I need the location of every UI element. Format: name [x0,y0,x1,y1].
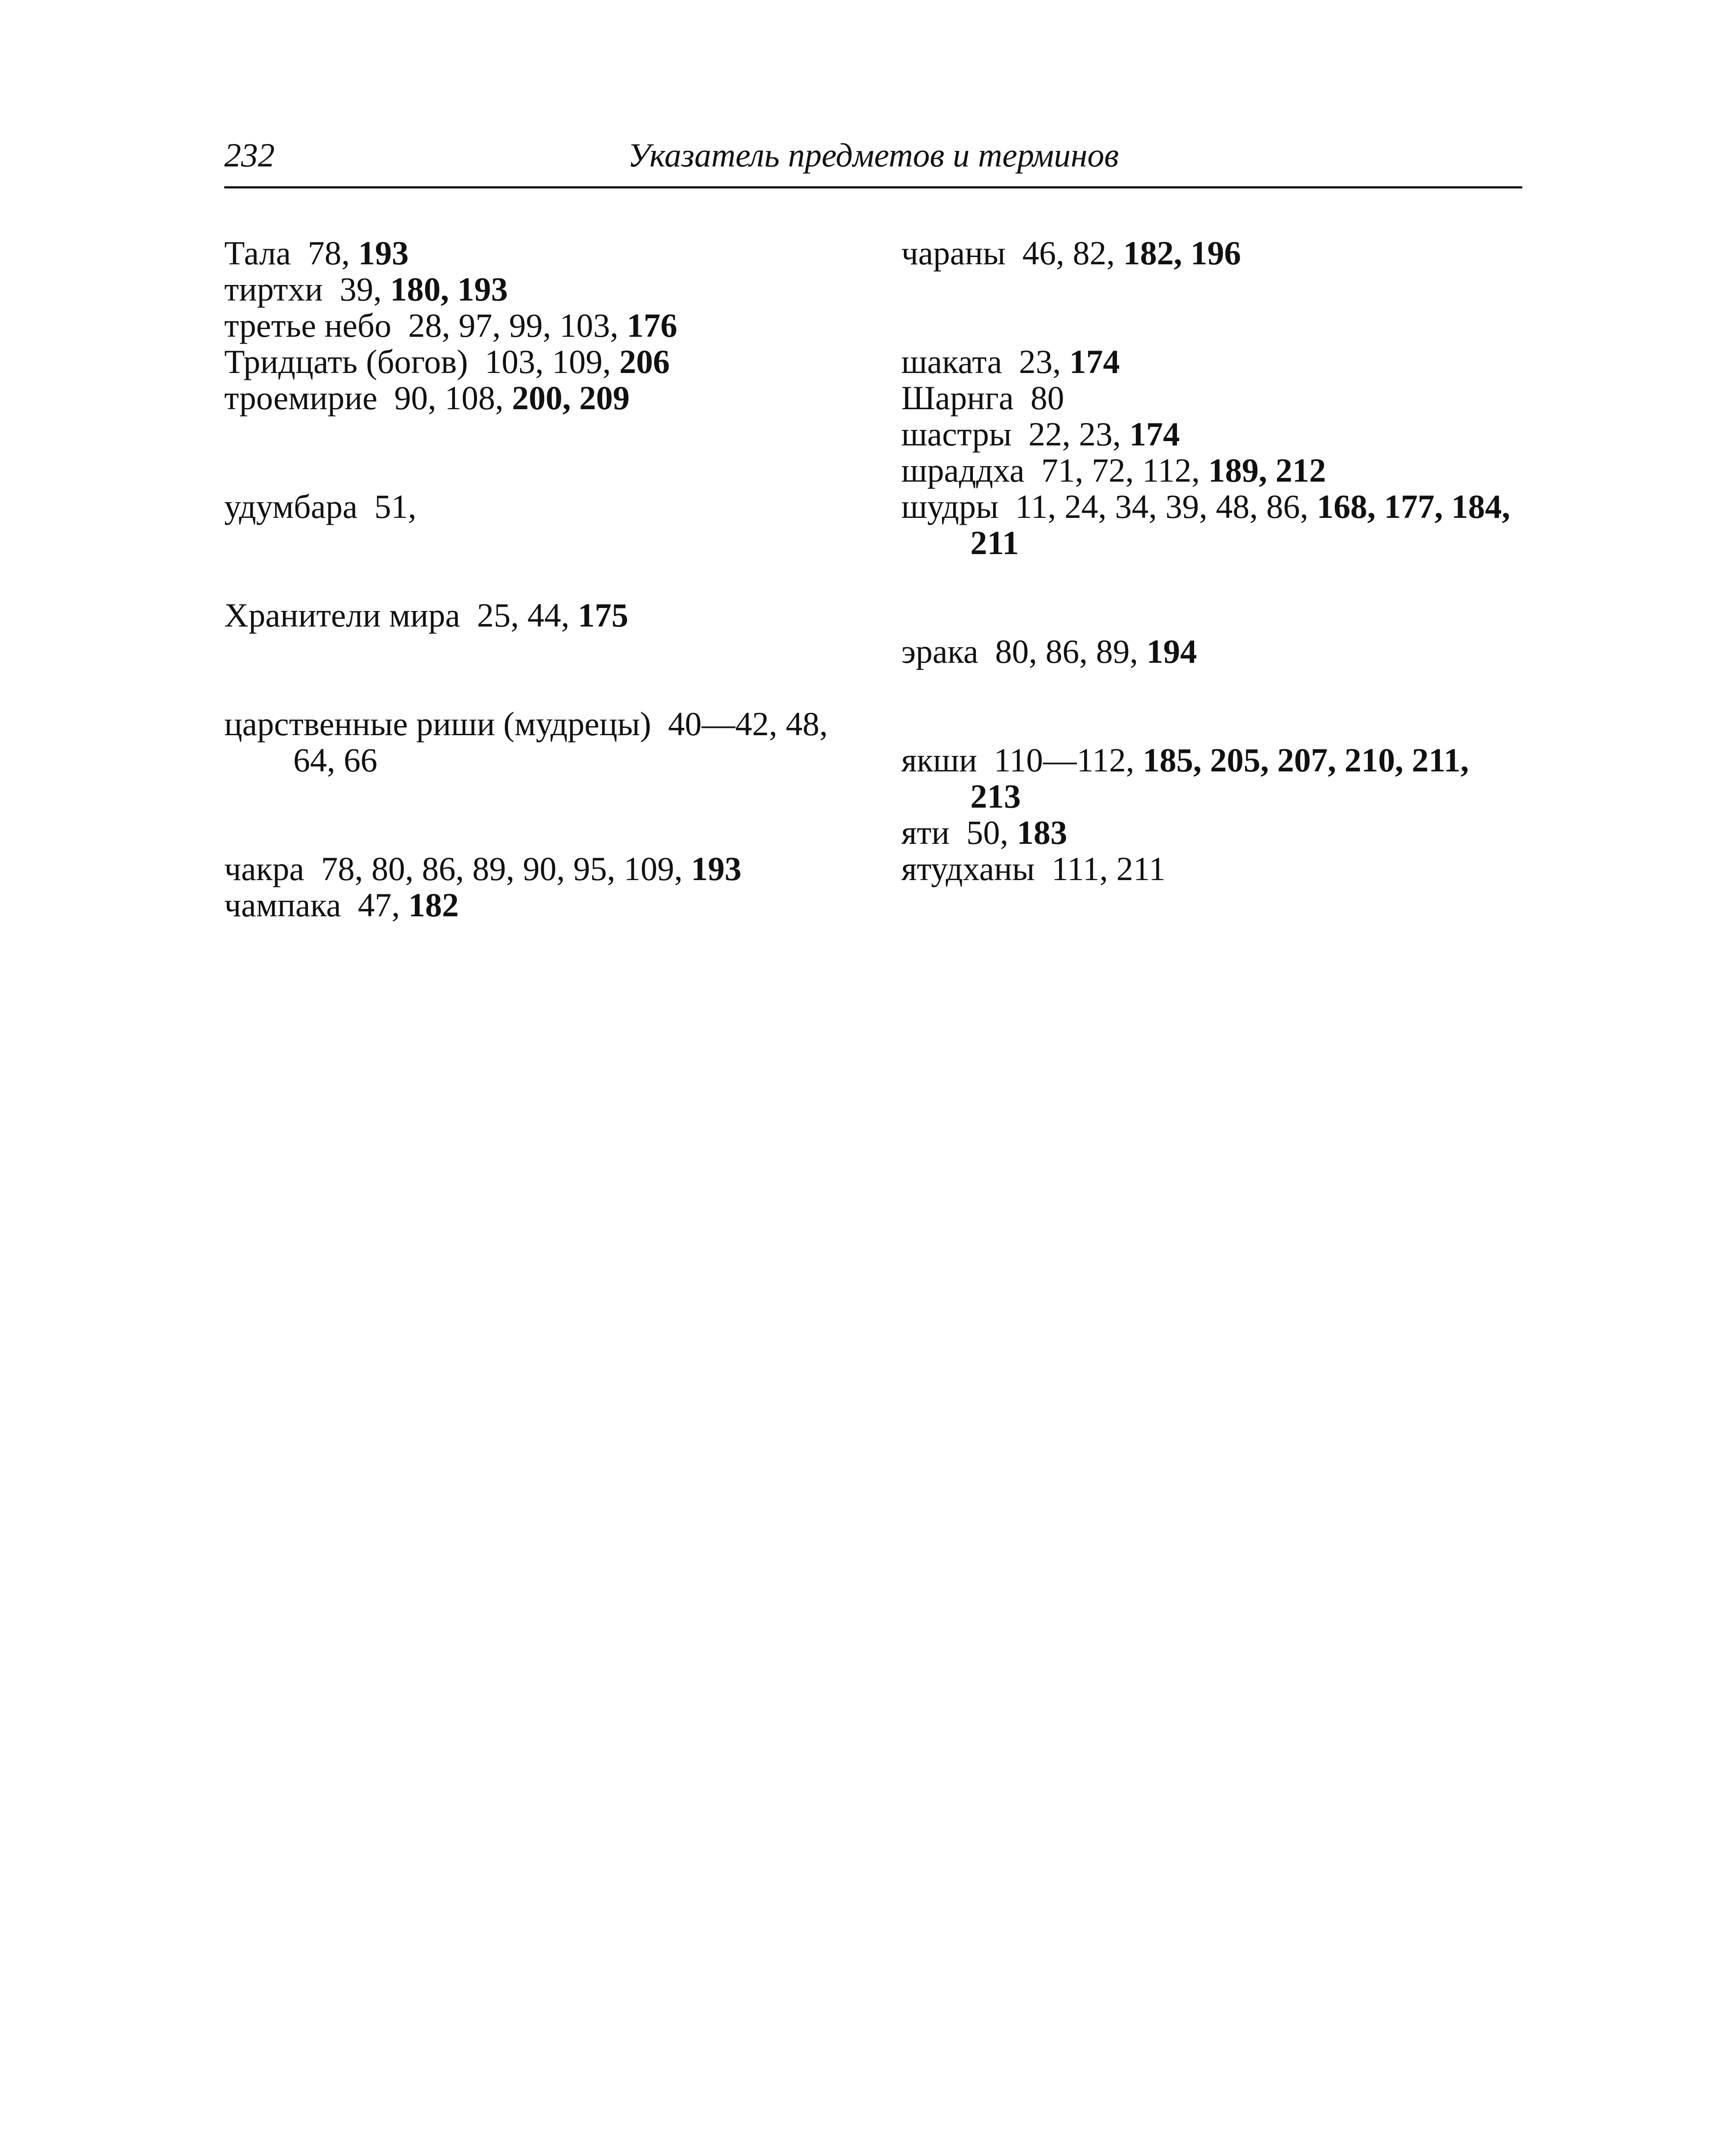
index-entry [224,489,867,525]
index-term: царственные риши (мудрецы) [224,705,651,743]
index-term: чампака [224,886,341,924]
page-header [224,129,1522,181]
entry-group-gap [224,633,867,706]
index-entry [224,706,867,778]
index-entry [224,344,867,380]
index-entry [901,489,1522,561]
index-entry [224,307,867,344]
index-term: чакра [224,850,304,887]
index-pages-bold: 174 [1129,415,1180,453]
index-pages: 22, 23, [1028,415,1121,453]
index-pages-bold: 174 [1069,343,1120,380]
entry-group-gap [901,561,1522,633]
index-pages: 40—42, 48, 64, 66 [293,705,828,779]
index-pages: 80 [1030,379,1064,417]
index-pages-bold: 194 [1146,633,1197,670]
index-pages: 25, 44, [477,596,570,634]
index-pages: 51, [374,488,417,525]
index-entry [901,344,1522,380]
index-term: ятудханы [901,850,1035,887]
index-entry [224,887,867,923]
index-entry [901,851,1522,887]
index-term: третье небо [224,307,392,344]
index-entry [224,851,867,887]
index-pages: 23, [1019,343,1061,380]
running-title: Указатель предметов и терминов [627,136,1119,174]
page-number: 232 [224,136,275,174]
index-column-right [901,235,1522,887]
entry-group-gap [224,778,867,851]
index-term: шастры [901,415,1012,453]
index-entry [224,597,867,633]
index-pages-bold: 185, 205, 207, 210, 211, 213 [970,741,1469,815]
header-rule [224,186,1522,188]
index-pages-bold: 189, 212 [1208,451,1326,489]
index-entry [901,380,1522,416]
index-term: удумбара [224,488,358,525]
index-pages-bold: 182 [408,886,459,924]
index-term: Хранители мира [224,596,461,634]
index-term: шраддха [901,451,1025,489]
entry-group-gap [224,416,867,489]
index-entry [224,271,867,307]
index-term: эрака [901,633,979,670]
index-pages: 111, 211 [1051,850,1166,887]
index-pages-bold: 183 [1016,814,1067,851]
index-pages: 50, [966,814,1009,851]
index-pages-bold: 180, 193 [390,270,508,308]
entry-group-gap [901,271,1522,344]
index-pages: 80, 86, 89, [995,633,1138,670]
index-term: шаката [901,343,1002,380]
index-pages: 90, 108, [394,379,504,417]
index-pages: 103, 109, [485,343,611,380]
index-pages-bold: 176 [627,307,677,344]
index-pages-bold: 200, 209 [512,379,630,417]
index-pages: 11, 24, 34, 39, 48, 86, [1015,488,1308,525]
index-term: троемирие [224,379,378,417]
index-entry [901,416,1522,452]
index-pages: 28, 97, 99, 103, [408,307,618,344]
entry-group-gap [224,525,867,597]
index-pages-bold: 193 [358,234,409,272]
index-pages: 71, 72, 112, [1041,451,1200,489]
index-term: Тала [224,234,291,272]
index-entry [901,742,1522,815]
index-pages: 47, [358,886,400,924]
entry-group-gap [901,670,1522,742]
index-pages-bold: 175 [578,596,629,634]
index-pages-bold: 193 [691,850,742,887]
index-pages-bold: 206 [619,343,670,380]
index-pages: 39, [339,270,382,308]
index-term: якши [901,741,977,779]
index-entry [901,815,1522,851]
index-term: тиртхи [224,270,323,308]
index-pages-bold: 168, 177, 184, 211 [970,488,1510,561]
index-term: Тридцать (богов) [224,343,468,380]
index-entry [901,633,1522,670]
index-column-left [224,235,867,923]
index-entry [224,380,867,416]
index-entry [901,452,1522,489]
index-entry [224,235,867,271]
index-term: чараны [901,234,1006,272]
index-pages-bold: 182, 196 [1123,234,1241,272]
index-entry [901,235,1522,271]
index-pages: 78, [307,234,350,272]
index-term: шудры [901,488,999,525]
index-pages: 46, 82, [1022,234,1115,272]
index-pages: 110—112, [994,741,1135,779]
index-term: Шарнга [901,379,1014,417]
index-pages: 78, 80, 86, 89, 90, 95, 109, [321,850,683,887]
index-term: яти [901,814,950,851]
